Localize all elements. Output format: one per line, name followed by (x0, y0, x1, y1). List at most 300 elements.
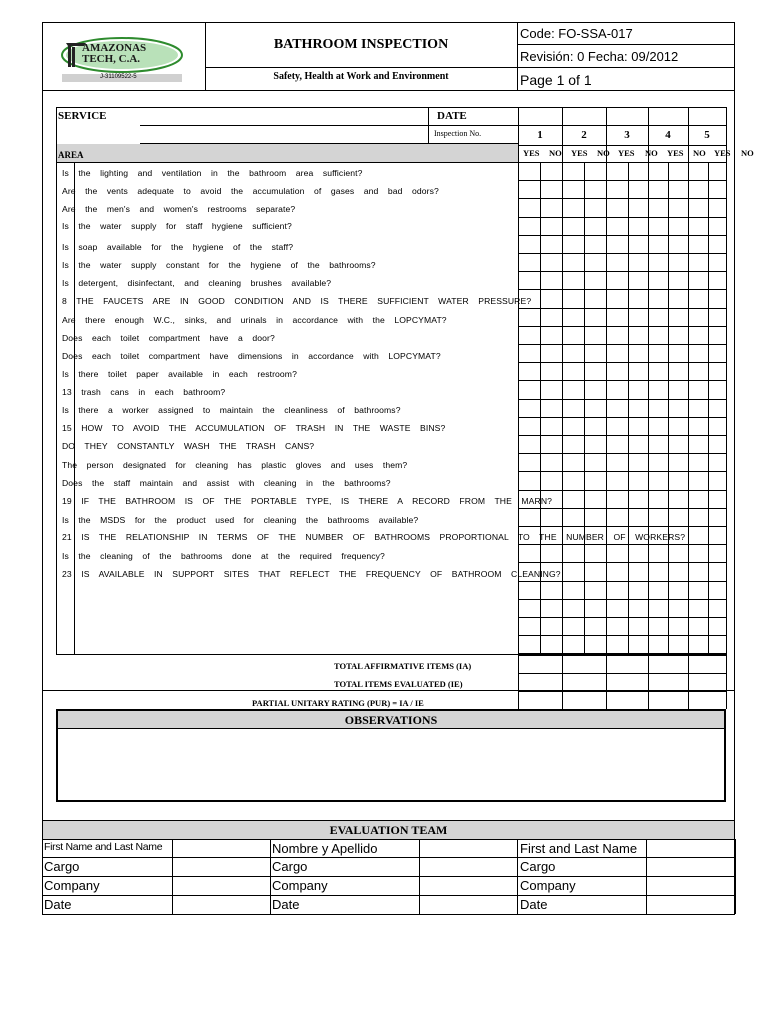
yes-checkbox-cell[interactable] (519, 254, 540, 271)
no-checkbox-cell[interactable] (709, 418, 726, 435)
divider (42, 839, 735, 840)
yes-checkbox-cell[interactable] (563, 454, 584, 471)
team-input-cell[interactable] (420, 858, 517, 876)
no-checkbox-cell[interactable] (585, 272, 606, 289)
yes-checkbox-cell[interactable] (563, 272, 584, 289)
no-checkbox-cell[interactable] (541, 436, 562, 453)
no-checkbox-cell[interactable] (541, 618, 562, 635)
no-checkbox-cell[interactable] (629, 345, 648, 362)
yes-checkbox-cell[interactable] (563, 582, 584, 599)
no-checkbox-cell[interactable] (541, 381, 562, 398)
total-cell[interactable] (607, 656, 648, 673)
no-checkbox-cell[interactable] (629, 418, 648, 435)
yes-checkbox-cell[interactable] (607, 491, 628, 508)
yes-checkbox-cell[interactable] (519, 345, 540, 362)
no-checkbox-cell[interactable] (669, 545, 688, 562)
no-checkbox-cell[interactable] (709, 545, 726, 562)
yes-checkbox-cell[interactable] (563, 236, 584, 253)
no-checkbox-cell[interactable] (709, 472, 726, 489)
yes-checkbox-cell[interactable] (519, 472, 540, 489)
yes-checkbox-cell[interactable] (519, 509, 540, 526)
service-field[interactable] (140, 125, 428, 126)
team-input-cell[interactable] (647, 840, 735, 857)
no-checkbox-cell[interactable] (585, 254, 606, 271)
yes-checkbox-cell[interactable] (607, 436, 628, 453)
no-checkbox-cell[interactable] (709, 563, 726, 580)
no-checkbox-cell[interactable] (709, 236, 726, 253)
no-checkbox-cell[interactable] (541, 363, 562, 380)
total-cell[interactable] (519, 656, 562, 673)
yes-checkbox-cell[interactable] (519, 545, 540, 562)
yes-checkbox-cell[interactable] (563, 363, 584, 380)
divider (518, 653, 726, 654)
yes-checkbox-cell[interactable] (689, 491, 708, 508)
no-checkbox-cell[interactable] (709, 618, 726, 635)
no-checkbox-cell[interactable] (585, 363, 606, 380)
total-cell[interactable] (689, 656, 726, 673)
no-checkbox-cell[interactable] (629, 491, 648, 508)
no-checkbox-cell[interactable] (541, 454, 562, 471)
yes-checkbox-cell[interactable] (689, 272, 708, 289)
no-checkbox-cell[interactable] (669, 236, 688, 253)
yes-checkbox-cell[interactable] (563, 181, 584, 198)
team-input-cell[interactable] (173, 877, 270, 895)
yes-checkbox-cell[interactable] (607, 618, 628, 635)
no-checkbox-cell[interactable] (585, 218, 606, 235)
yes-checkbox-cell[interactable] (563, 381, 584, 398)
yes-checkbox-cell[interactable] (563, 290, 584, 307)
yes-checkbox-cell[interactable] (689, 582, 708, 599)
no-checkbox-cell[interactable] (629, 254, 648, 271)
yes-checkbox-cell[interactable] (649, 290, 668, 307)
no-checkbox-cell[interactable] (585, 199, 606, 216)
yes-checkbox-cell[interactable] (689, 527, 708, 544)
date-field[interactable] (428, 125, 518, 126)
yes-checkbox-cell[interactable] (607, 472, 628, 489)
yes-checkbox-cell[interactable] (607, 290, 628, 307)
total-cell[interactable] (607, 674, 648, 691)
team-input-cell[interactable] (173, 858, 270, 876)
no-checkbox-cell[interactable] (669, 636, 688, 653)
no-checkbox-cell[interactable] (709, 290, 726, 307)
no-checkbox-cell[interactable] (629, 218, 648, 235)
no-checkbox-cell[interactable] (541, 236, 562, 253)
no-checkbox-cell[interactable] (585, 600, 606, 617)
no-checkbox-cell[interactable] (585, 345, 606, 362)
yes-checkbox-cell[interactable] (649, 582, 668, 599)
no-checkbox-cell[interactable] (585, 545, 606, 562)
no-checkbox-cell[interactable] (709, 327, 726, 344)
yes-checkbox-cell[interactable] (519, 400, 540, 417)
no-label: NO (645, 148, 658, 158)
no-checkbox-cell[interactable] (669, 618, 688, 635)
no-checkbox-cell[interactable] (629, 600, 648, 617)
yes-checkbox-cell[interactable] (563, 509, 584, 526)
yes-checkbox-cell[interactable] (519, 636, 540, 653)
no-checkbox-cell[interactable] (629, 290, 648, 307)
total-cell[interactable] (649, 656, 688, 673)
yes-checkbox-cell[interactable] (689, 418, 708, 435)
yes-checkbox-cell[interactable] (649, 254, 668, 271)
no-checkbox-cell[interactable] (541, 199, 562, 216)
no-checkbox-cell[interactable] (709, 272, 726, 289)
yes-checkbox-cell[interactable] (607, 218, 628, 235)
no-checkbox-cell[interactable] (541, 545, 562, 562)
no-checkbox-cell[interactable] (541, 418, 562, 435)
no-checkbox-cell[interactable] (585, 509, 606, 526)
no-checkbox-cell[interactable] (709, 345, 726, 362)
no-checkbox-cell[interactable] (669, 309, 688, 326)
no-checkbox-cell[interactable] (585, 436, 606, 453)
yes-checkbox-cell[interactable] (519, 181, 540, 198)
yes-checkbox-cell[interactable] (519, 199, 540, 216)
no-checkbox-cell[interactable] (709, 509, 726, 526)
no-checkbox-cell[interactable] (629, 636, 648, 653)
yes-checkbox-cell[interactable] (649, 181, 668, 198)
yes-checkbox-cell[interactable] (563, 309, 584, 326)
yes-checkbox-cell[interactable] (563, 327, 584, 344)
yes-checkbox-cell[interactable] (649, 363, 668, 380)
yes-checkbox-cell[interactable] (607, 400, 628, 417)
yes-checkbox-cell[interactable] (649, 400, 668, 417)
yes-checkbox-cell[interactable] (563, 636, 584, 653)
no-checkbox-cell[interactable] (541, 163, 562, 180)
no-checkbox-cell[interactable] (669, 290, 688, 307)
no-checkbox-cell[interactable] (709, 636, 726, 653)
no-checkbox-cell[interactable] (629, 236, 648, 253)
no-label: NO (693, 148, 706, 158)
yes-checkbox-cell[interactable] (689, 600, 708, 617)
yes-checkbox-cell[interactable] (563, 199, 584, 216)
yes-checkbox-cell[interactable] (649, 491, 668, 508)
yes-checkbox-cell[interactable] (649, 472, 668, 489)
question-item: The person designated for cleaning has plastic gloves and uses them? (62, 460, 408, 470)
no-checkbox-cell[interactable] (709, 527, 726, 544)
yes-checkbox-cell[interactable] (649, 381, 668, 398)
no-checkbox-cell[interactable] (541, 290, 562, 307)
yes-checkbox-cell[interactable] (689, 254, 708, 271)
no-checkbox-cell[interactable] (585, 491, 606, 508)
no-checkbox-cell[interactable] (585, 563, 606, 580)
no-checkbox-cell[interactable] (585, 418, 606, 435)
yes-checkbox-cell[interactable] (689, 218, 708, 235)
no-checkbox-cell[interactable] (669, 345, 688, 362)
yes-checkbox-cell[interactable] (563, 618, 584, 635)
yes-checkbox-cell[interactable] (689, 454, 708, 471)
no-checkbox-cell[interactable] (709, 181, 726, 198)
no-checkbox-cell[interactable] (669, 363, 688, 380)
no-checkbox-cell[interactable] (669, 436, 688, 453)
yes-checkbox-cell[interactable] (689, 309, 708, 326)
yes-checkbox-cell[interactable] (563, 563, 584, 580)
yes-checkbox-cell[interactable] (607, 345, 628, 362)
yes-checkbox-cell[interactable] (689, 163, 708, 180)
no-checkbox-cell[interactable] (709, 254, 726, 271)
no-checkbox-cell[interactable] (629, 163, 648, 180)
no-checkbox-cell[interactable] (669, 454, 688, 471)
yes-checkbox-cell[interactable] (519, 454, 540, 471)
yes-checkbox-cell[interactable] (519, 163, 540, 180)
no-checkbox-cell[interactable] (669, 199, 688, 216)
no-checkbox-cell[interactable] (585, 618, 606, 635)
yes-checkbox-cell[interactable] (607, 563, 628, 580)
divider (517, 839, 518, 914)
question-item: Is the MSDS for the product used for cleaning the bathrooms available? (62, 515, 419, 525)
no-checkbox-cell[interactable] (585, 163, 606, 180)
yes-checkbox-cell[interactable] (607, 600, 628, 617)
no-checkbox-cell[interactable] (709, 600, 726, 617)
yes-checkbox-cell[interactable] (607, 636, 628, 653)
no-checkbox-cell[interactable] (629, 181, 648, 198)
yes-checkbox-cell[interactable] (607, 418, 628, 435)
no-checkbox-cell[interactable] (629, 563, 648, 580)
yes-checkbox-cell[interactable] (689, 636, 708, 653)
yes-checkbox-cell[interactable] (689, 236, 708, 253)
yes-checkbox-cell[interactable] (563, 218, 584, 235)
yes-checkbox-cell[interactable] (607, 163, 628, 180)
yes-checkbox-cell[interactable] (519, 381, 540, 398)
total-cell[interactable] (563, 656, 606, 673)
yes-checkbox-cell[interactable] (649, 454, 668, 471)
yes-checkbox-cell[interactable] (563, 600, 584, 617)
yes-checkbox-cell[interactable] (649, 436, 668, 453)
yes-checkbox-cell[interactable] (689, 509, 708, 526)
yes-checkbox-cell[interactable] (607, 236, 628, 253)
yes-checkbox-cell[interactable] (649, 218, 668, 235)
question-item: Are the men's and women's restrooms separate? (62, 204, 296, 214)
yes-checkbox-cell[interactable] (519, 363, 540, 380)
no-checkbox-cell[interactable] (585, 309, 606, 326)
no-checkbox-cell[interactable] (669, 472, 688, 489)
total-cell[interactable] (563, 692, 606, 709)
no-checkbox-cell[interactable] (541, 400, 562, 417)
yes-checkbox-cell[interactable] (607, 363, 628, 380)
no-checkbox-cell[interactable] (541, 181, 562, 198)
no-checkbox-cell[interactable] (669, 181, 688, 198)
team-input-cell[interactable] (647, 877, 735, 895)
no-checkbox-cell[interactable] (709, 218, 726, 235)
yes-checkbox-cell[interactable] (649, 236, 668, 253)
no-checkbox-cell[interactable] (669, 509, 688, 526)
yes-checkbox-cell[interactable] (689, 381, 708, 398)
no-checkbox-cell[interactable] (669, 400, 688, 417)
yes-checkbox-cell[interactable] (519, 272, 540, 289)
question-item: 21 IS THE RELATIONSHIP IN TERMS OF THE NUMBER OF BATHROOMS PROPORTIONAL TO THE NUMBER OF WORKERS? (62, 532, 686, 542)
no-checkbox-cell[interactable] (541, 509, 562, 526)
no-checkbox-cell[interactable] (669, 563, 688, 580)
no-checkbox-cell[interactable] (709, 491, 726, 508)
yes-checkbox-cell[interactable] (607, 509, 628, 526)
yes-checkbox-cell[interactable] (563, 545, 584, 562)
team-input-cell[interactable] (420, 877, 517, 895)
no-checkbox-cell[interactable] (709, 454, 726, 471)
yes-checkbox-cell[interactable] (519, 436, 540, 453)
no-checkbox-cell[interactable] (585, 454, 606, 471)
team-input-cell[interactable] (647, 896, 735, 914)
yes-checkbox-cell[interactable] (649, 509, 668, 526)
yes-checkbox-cell[interactable] (519, 418, 540, 435)
yes-checkbox-cell[interactable] (689, 400, 708, 417)
no-checkbox-cell[interactable] (585, 290, 606, 307)
no-checkbox-cell[interactable] (585, 327, 606, 344)
no-checkbox-cell[interactable] (541, 327, 562, 344)
yes-checkbox-cell[interactable] (563, 472, 584, 489)
yes-checkbox-cell[interactable] (563, 345, 584, 362)
no-checkbox-cell[interactable] (585, 181, 606, 198)
yes-checkbox-cell[interactable] (649, 199, 668, 216)
no-checkbox-cell[interactable] (585, 400, 606, 417)
no-checkbox-cell[interactable] (669, 218, 688, 235)
total-cell[interactable] (519, 674, 562, 691)
yes-checkbox-cell[interactable] (607, 454, 628, 471)
question-item: Is the cleaning of the bathrooms done at the required frequency? (62, 551, 385, 561)
yes-checkbox-cell[interactable] (607, 272, 628, 289)
yes-checkbox-cell[interactable] (563, 418, 584, 435)
yes-checkbox-cell[interactable] (689, 181, 708, 198)
no-checkbox-cell[interactable] (669, 491, 688, 508)
no-checkbox-cell[interactable] (585, 472, 606, 489)
no-checkbox-cell[interactable] (629, 309, 648, 326)
total-cell[interactable] (689, 674, 726, 691)
no-checkbox-cell[interactable] (669, 272, 688, 289)
no-checkbox-cell[interactable] (709, 381, 726, 398)
yes-checkbox-cell[interactable] (607, 327, 628, 344)
no-checkbox-cell[interactable] (629, 509, 648, 526)
no-checkbox-cell[interactable] (669, 600, 688, 617)
yes-checkbox-cell[interactable] (649, 600, 668, 617)
no-checkbox-cell[interactable] (629, 454, 648, 471)
yes-checkbox-cell[interactable] (649, 418, 668, 435)
no-checkbox-cell[interactable] (629, 618, 648, 635)
total-cell[interactable] (649, 692, 688, 709)
no-checkbox-cell[interactable] (541, 254, 562, 271)
no-checkbox-cell[interactable] (629, 327, 648, 344)
question-item: Is detergent, disinfectant, and cleaning brushes available? (62, 278, 332, 288)
yes-checkbox-cell[interactable] (607, 254, 628, 271)
yes-checkbox-cell[interactable] (689, 363, 708, 380)
yes-checkbox-cell[interactable] (607, 309, 628, 326)
yes-checkbox-cell[interactable] (519, 618, 540, 635)
yes-checkbox-cell[interactable] (519, 600, 540, 617)
yes-checkbox-cell[interactable] (689, 563, 708, 580)
total-cell[interactable] (563, 674, 606, 691)
no-checkbox-cell[interactable] (669, 381, 688, 398)
yes-checkbox-cell[interactable] (689, 345, 708, 362)
yes-checkbox-cell[interactable] (649, 636, 668, 653)
no-checkbox-cell[interactable] (585, 236, 606, 253)
no-checkbox-cell[interactable] (541, 272, 562, 289)
no-checkbox-cell[interactable] (629, 436, 648, 453)
no-checkbox-cell[interactable] (541, 472, 562, 489)
no-checkbox-cell[interactable] (541, 218, 562, 235)
yes-checkbox-cell[interactable] (689, 290, 708, 307)
yes-checkbox-cell[interactable] (563, 163, 584, 180)
no-checkbox-cell[interactable] (709, 309, 726, 326)
team-input-cell[interactable] (420, 840, 517, 857)
no-checkbox-cell[interactable] (629, 381, 648, 398)
no-checkbox-cell[interactable] (709, 163, 726, 180)
yes-checkbox-cell[interactable] (519, 309, 540, 326)
yes-checkbox-cell[interactable] (607, 545, 628, 562)
yes-checkbox-cell[interactable] (649, 163, 668, 180)
no-checkbox-cell[interactable] (669, 327, 688, 344)
yes-checkbox-cell[interactable] (649, 545, 668, 562)
question-item: DO THEY CONSTANTLY WASH THE TRASH CANS? (62, 441, 315, 451)
yes-checkbox-cell[interactable] (563, 254, 584, 271)
page-subtitle: Safety, Health at Work and Environment (273, 71, 449, 82)
yes-checkbox-cell[interactable] (649, 563, 668, 580)
yes-checkbox-cell[interactable] (649, 309, 668, 326)
yes-checkbox-cell[interactable] (689, 436, 708, 453)
no-checkbox-cell[interactable] (709, 582, 726, 599)
yes-checkbox-cell[interactable] (649, 345, 668, 362)
yes-checkbox-cell[interactable] (649, 327, 668, 344)
yes-checkbox-cell[interactable] (689, 618, 708, 635)
no-checkbox-cell[interactable] (629, 199, 648, 216)
no-checkbox-cell[interactable] (629, 545, 648, 562)
no-checkbox-cell[interactable] (709, 436, 726, 453)
no-checkbox-cell[interactable] (669, 254, 688, 271)
no-checkbox-cell[interactable] (541, 582, 562, 599)
yes-checkbox-cell[interactable] (563, 491, 584, 508)
no-checkbox-cell[interactable] (629, 363, 648, 380)
no-checkbox-cell[interactable] (629, 272, 648, 289)
no-checkbox-cell[interactable] (585, 381, 606, 398)
no-checkbox-cell[interactable] (669, 418, 688, 435)
no-checkbox-cell[interactable] (541, 345, 562, 362)
total-cell[interactable] (689, 692, 726, 709)
yes-checkbox-cell[interactable] (607, 181, 628, 198)
yes-checkbox-cell[interactable] (649, 618, 668, 635)
team-input-cell[interactable] (420, 896, 517, 914)
no-checkbox-cell[interactable] (541, 600, 562, 617)
yes-checkbox-cell[interactable] (563, 400, 584, 417)
yes-checkbox-cell[interactable] (689, 545, 708, 562)
yes-checkbox-cell[interactable] (519, 582, 540, 599)
no-checkbox-cell[interactable] (709, 199, 726, 216)
yes-checkbox-cell[interactable] (689, 472, 708, 489)
no-checkbox-cell[interactable] (669, 163, 688, 180)
yes-checkbox-cell[interactable] (607, 199, 628, 216)
team-input-cell[interactable] (173, 896, 270, 914)
no-checkbox-cell[interactable] (585, 636, 606, 653)
yes-checkbox-cell[interactable] (689, 199, 708, 216)
total-cell[interactable] (607, 692, 648, 709)
no-checkbox-cell[interactable] (709, 363, 726, 380)
yes-checkbox-cell[interactable] (563, 436, 584, 453)
total-cell[interactable] (649, 674, 688, 691)
no-checkbox-cell[interactable] (709, 400, 726, 417)
no-checkbox-cell[interactable] (629, 582, 648, 599)
no-checkbox-cell[interactable] (629, 400, 648, 417)
no-label: NO (741, 148, 754, 158)
yes-checkbox-cell[interactable] (519, 327, 540, 344)
team-input-cell[interactable] (647, 858, 735, 876)
yes-checkbox-cell[interactable] (607, 582, 628, 599)
yes-checkbox-cell[interactable] (519, 218, 540, 235)
total-cell[interactable] (519, 692, 562, 709)
yes-checkbox-cell[interactable] (689, 327, 708, 344)
yes-checkbox-cell[interactable] (519, 236, 540, 253)
team-input-cell[interactable] (173, 840, 270, 857)
no-checkbox-cell[interactable] (629, 472, 648, 489)
yes-checkbox-cell[interactable] (607, 381, 628, 398)
no-checkbox-cell[interactable] (541, 309, 562, 326)
yes-checkbox-cell[interactable] (649, 272, 668, 289)
no-checkbox-cell[interactable] (585, 582, 606, 599)
no-checkbox-cell[interactable] (669, 582, 688, 599)
no-checkbox-cell[interactable] (541, 636, 562, 653)
